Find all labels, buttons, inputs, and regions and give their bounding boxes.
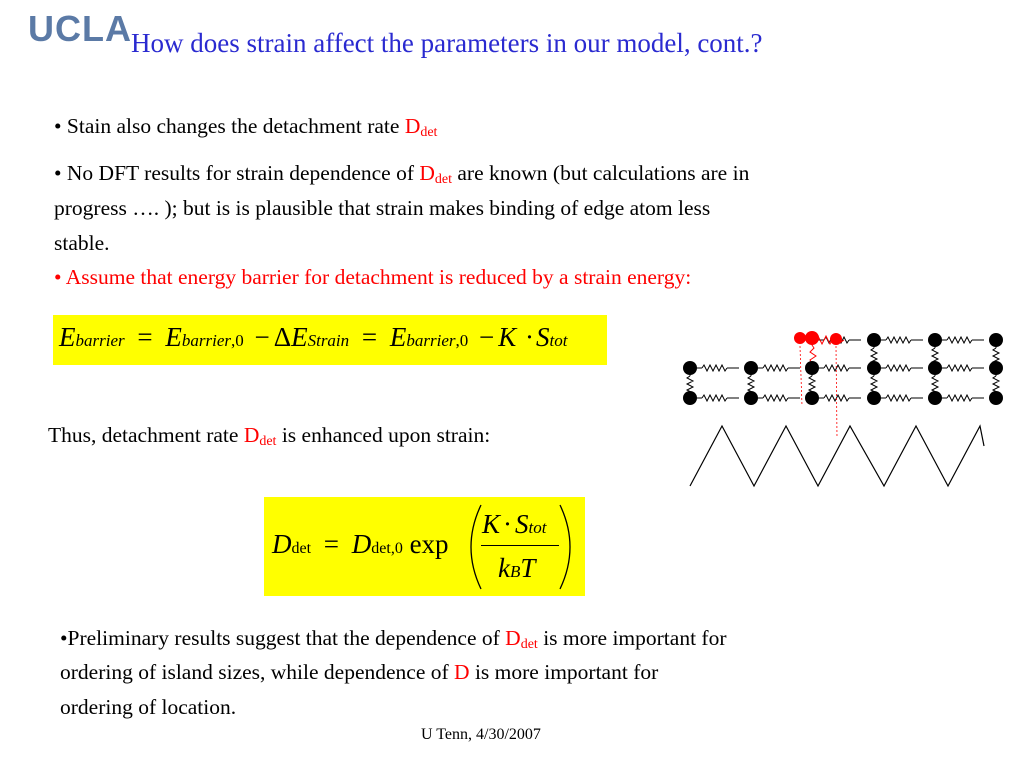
prelim-line1: •Preliminary results suggest that the dependence of $D_{det}$ is more important for bbox=[60, 626, 727, 652]
fraction-bar bbox=[481, 545, 559, 546]
footer-date: U Tenn, 4/30/2007 bbox=[421, 726, 541, 743]
right-paren bbox=[556, 503, 582, 591]
equation-barrier: Ebarrier = Ebarrier,0 − ΔEStrain = Ebarrier,0 − K ·Stot bbox=[59, 322, 568, 352]
prelim-line2: ordering of island sizes, while dependence of D is more important for bbox=[60, 660, 659, 684]
slide-title: How does strain affect the parameters in our model, cont.? bbox=[131, 28, 763, 58]
equation-rate-lhs: Ddet = Ddet,0 exp bbox=[272, 529, 449, 559]
equation-barrier-box bbox=[53, 315, 607, 365]
bullet-detachment-rate: • Stain also changes the detachment rate $D_{det}$ bbox=[54, 114, 438, 140]
thus-line: Thus, detachment rate $D_{det}$ is enhanced upon strain: bbox=[48, 423, 491, 449]
bullet-dft-line3: stable. bbox=[54, 231, 110, 255]
equation-rate-box bbox=[264, 497, 585, 596]
bullet-assume: • Assume that energy barrier for detachment is reduced by a strain energy: bbox=[54, 265, 692, 289]
detaching-atoms bbox=[794, 331, 844, 438]
fraction-numerator: K · Stot bbox=[482, 509, 547, 539]
fraction-denominator: kBT bbox=[498, 553, 536, 583]
lattice-springs bbox=[687, 337, 999, 402]
ucla-logo: UCLA bbox=[28, 8, 132, 49]
bullet-dft-line1: • No DFT results for strain dependence of $D_{det}$ are known (but calculations are in bbox=[54, 161, 750, 187]
bullet-dft-line2: progress …. ); but is is plausible that strain makes binding of edge atom less bbox=[54, 196, 711, 220]
prelim-line3: ordering of location. bbox=[60, 695, 237, 719]
lattice-spring-diagram bbox=[678, 326, 1024, 490]
